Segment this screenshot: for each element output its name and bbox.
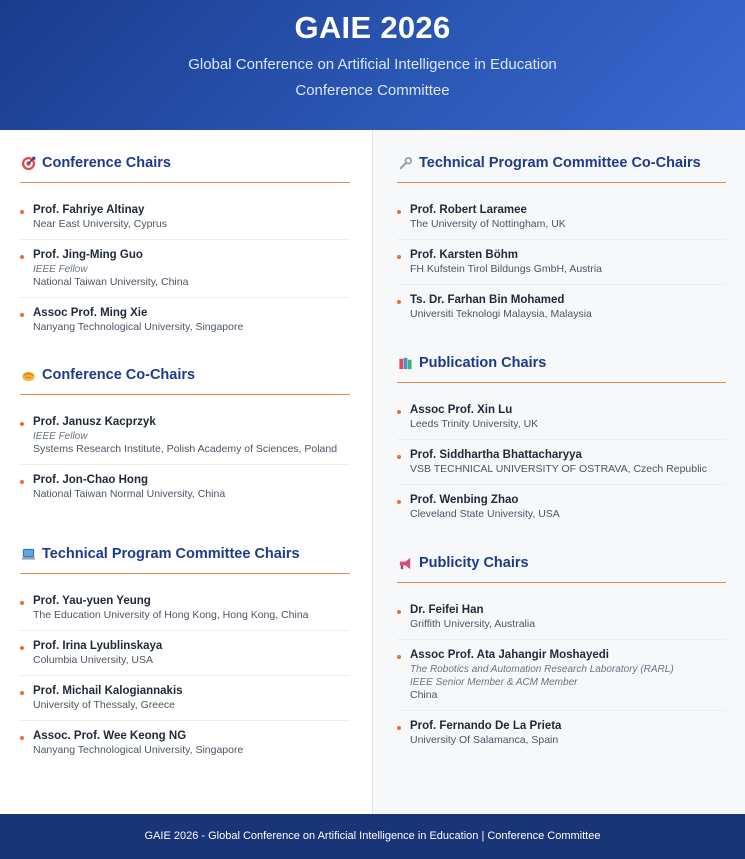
bullet-dot [20, 646, 24, 650]
section-header [20, 152, 350, 183]
member-note: The Robotics and Automation Research Laboratory (RARL) [410, 664, 674, 675]
member-affiliation: Near East University, Cyprus [33, 218, 168, 230]
bullet-dot [20, 691, 24, 695]
bullet-dot [397, 300, 401, 304]
member-item [20, 631, 350, 676]
member-item [397, 395, 726, 440]
member-name: Prof. Yau-yuen Yeung [33, 595, 151, 607]
member-name: Prof. Fernando De La Prieta [410, 720, 562, 732]
member-affiliation: Nanyang Technological University, Singapore [33, 744, 244, 756]
member-affiliation: National Taiwan Normal University, China [33, 488, 226, 500]
section-conference-chairs [20, 152, 350, 342]
page-footer [0, 814, 745, 859]
member-item [397, 285, 726, 329]
section-title: Conference Chairs [42, 155, 171, 171]
member-affiliation: Nanyang Technological University, Singapore [33, 321, 244, 333]
section-title: Publication Chairs [419, 355, 547, 371]
bullet-dot [20, 422, 24, 426]
section-title: Technical Program Committee Co-Chairs [419, 155, 701, 171]
bullet-dot [397, 410, 401, 414]
member-item [20, 240, 350, 298]
left-column [0, 130, 372, 814]
member-name: Prof. Janusz Kacprzyk [33, 416, 156, 428]
bullet-dot [20, 210, 24, 214]
member-list [397, 195, 726, 329]
member-item [20, 586, 350, 631]
section-header [20, 364, 350, 395]
member-list [20, 586, 350, 765]
member-name: Prof. Karsten Böhm [410, 249, 518, 261]
member-item [397, 485, 726, 529]
bullet-dot [397, 455, 401, 459]
member-affiliation: Universiti Teknologi Malaysia, Malaysia [410, 308, 592, 320]
bullet-dot [397, 255, 401, 259]
section-title: Technical Program Committee Chairs [42, 546, 300, 562]
bullet-dot [397, 726, 401, 730]
content-area [0, 130, 745, 814]
right-column [372, 130, 745, 814]
section-tpc-co-chairs [397, 152, 726, 329]
wrench-icon [397, 155, 413, 171]
bullet-dot [20, 736, 24, 740]
section-header [397, 152, 726, 183]
member-item [20, 407, 350, 465]
bullet-dot [20, 313, 24, 317]
member-item [397, 195, 726, 240]
bullet-dot [397, 610, 401, 614]
member-item [20, 465, 350, 509]
member-name: Prof. Michail Kalogiannakis [33, 685, 183, 697]
member-list [20, 195, 350, 342]
member-item [397, 595, 726, 640]
member-affiliation: National Taiwan University, China [33, 276, 189, 288]
member-note: IEEE Fellow [33, 264, 88, 275]
member-item [20, 676, 350, 721]
member-affiliation: Leeds Trinity University, UK [410, 418, 539, 430]
member-affiliation: Systems Research Institute, Polish Academy of Sciences, Poland [33, 443, 338, 455]
member-affiliation: University of Thessaly, Greece [33, 699, 175, 711]
member-affiliation: The Education University of Hong Kong, Hong Kong, China [33, 609, 309, 621]
member-affiliation: VSB TECHNICAL UNIVERSITY OF OSTRAVA, Czech Republic [410, 463, 707, 475]
member-name: Assoc Prof. Ata Jahangir Moshayedi [410, 649, 609, 661]
member-name: Dr. Feifei Han [410, 604, 484, 616]
member-affiliation: Griffith University, Australia [410, 618, 536, 630]
member-name: Prof. Siddhartha Bhattacharyya [410, 449, 582, 461]
member-name: Assoc. Prof. Wee Keong NG [33, 730, 187, 742]
member-item [397, 711, 726, 755]
bullet-dot [20, 255, 24, 259]
member-affiliation: University Of Salamanca, Spain [410, 734, 559, 746]
page-header [0, 0, 745, 130]
books-icon [397, 355, 413, 371]
section-header [397, 352, 726, 383]
member-affiliation: Cleveland State University, USA [410, 508, 560, 520]
member-name: Prof. Wenbing Zhao [410, 494, 519, 506]
section-publication-chairs [397, 352, 726, 529]
member-item [20, 298, 350, 342]
member-name: Prof. Fahriye Altinay [33, 204, 145, 216]
section-title: Publicity Chairs [419, 555, 529, 571]
bullet-dot [20, 480, 24, 484]
page-subtitle: Global Conference on Artificial Intelligence in Education [188, 56, 557, 73]
member-affiliation: FH Kufstein Tirol Bildungs GmbH, Austria [410, 263, 602, 275]
laptop-icon [20, 546, 36, 562]
page-title: GAIE 2026 [294, 10, 451, 45]
member-affiliation: Columbia University, USA [33, 654, 154, 666]
member-list [397, 595, 726, 755]
member-item [20, 721, 350, 765]
handshake-icon [20, 367, 36, 383]
megaphone-icon [397, 555, 413, 571]
member-item [397, 240, 726, 285]
member-item [20, 195, 350, 240]
footer-text: GAIE 2026 - Global Conference on Artificial Intelligence in Education | Conference Committee [144, 830, 601, 842]
section-publicity-chairs [397, 552, 726, 755]
bullet-dot [397, 210, 401, 214]
member-name: Assoc Prof. Xin Lu [410, 404, 513, 416]
page-committee-label: Conference Committee [295, 82, 450, 99]
member-item [397, 640, 726, 711]
member-name: Prof. Irina Lyublinskaya [33, 640, 163, 652]
member-note: IEEE Fellow [33, 431, 88, 442]
bullet-dot [397, 655, 401, 659]
member-note: IEEE Senior Member & ACM Member [410, 677, 578, 688]
section-header [20, 543, 350, 574]
member-affiliation: China [410, 689, 438, 701]
member-name: Prof. Jon-Chao Hong [33, 474, 148, 486]
member-affiliation: The University of Nottingham, UK [410, 218, 566, 230]
member-name: Ts. Dr. Farhan Bin Mohamed [410, 294, 565, 306]
member-list [397, 395, 726, 529]
member-name: Assoc Prof. Ming Xie [33, 307, 148, 319]
target-icon [20, 155, 36, 171]
bullet-dot [20, 601, 24, 605]
bullet-dot [397, 500, 401, 504]
member-name: Prof. Jing-Ming Guo [33, 249, 143, 261]
member-list [20, 407, 350, 509]
section-title: Conference Co-Chairs [42, 367, 196, 383]
member-item [397, 440, 726, 485]
section-conference-co-chairs [20, 364, 350, 509]
section-tpc-chairs [20, 543, 350, 765]
section-header [397, 552, 726, 583]
member-name: Prof. Robert Laramee [410, 204, 527, 216]
